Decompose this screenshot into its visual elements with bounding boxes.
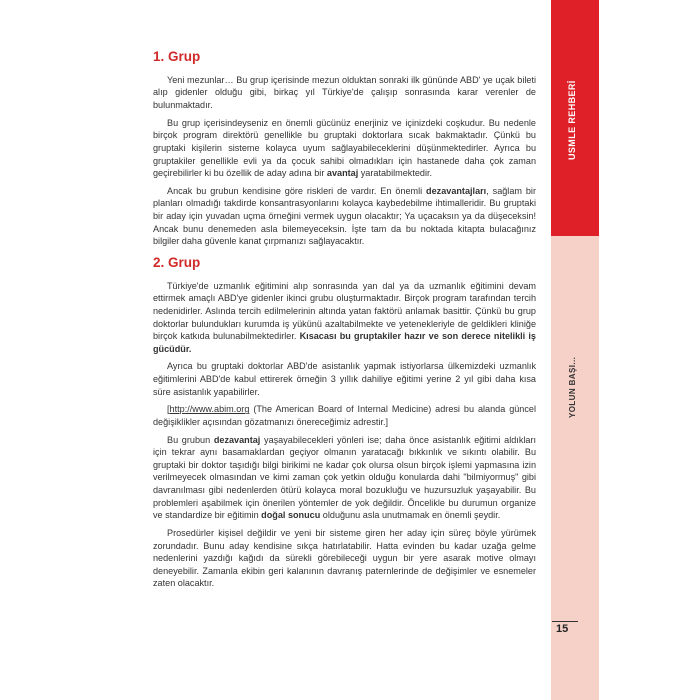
paragraph: Ayrıca bu gruptaki doktorlar ABD'de asistanlık yapmak istiyorlarsa ülkemizdeki uzmanlık eğitimlerini ABD'de kabul ettirerek örneğin 3 yıllık dahiliye eğitimi yerine 2 yıl gibi daha kısa süre asistanlık yapabilirler. — [153, 361, 536, 397]
page-number: 15 — [556, 623, 569, 635]
bold-term: dezavantaj — [213, 434, 261, 445]
bold-term: avantaj — [326, 168, 359, 179]
paragraph: Ancak bu grubun kendisine göre riskleri de vardır. En önemli dezavantajları, sağlam bir planları olmadığı takdirde konsantrasyonlarını kolayca kaybedebilme ihtimalleridir. Bu gruptaki bir aday için yuvadan uçma örneğini vermek uygun olacaktır; Ya uçacaksın ya da düşeceksin! Ancak bunu denemeden asla bilemeyeceksin. İşte tam da bu noktada kitapta bulacağınız bilgiler daha güvenle kanat çırpmanızı sağlayacaktır. — [153, 185, 536, 247]
reference-note: [http://www.abim.org (The American Board of Internal Medicine) adresi bu alanda güncel değişiklikler açısından gözatmanızı önereceğimiz adrestir.] — [153, 404, 536, 427]
section-heading-2: 2. Grup — [153, 254, 201, 270]
abim-link[interactable]: http://www.abim.org — [169, 404, 250, 415]
bold-term: doğal sonucu — [261, 510, 321, 521]
section-heading-1: 1. Grup — [153, 49, 201, 64]
paragraph: Prosedürler kişisel değildir ve yeni bir sisteme giren her aday için süreç böyle yürümek zorundadır. Bunu aday kendisine sıkça hatırlatabilir. Hatta evinden bu kadar uzağa gelme nedenlerini yazdığı kağıdı da sürekli görebileceği uygun bir yere asarak motive olmayı deneyebilir. Zamanla ekibin geri kalanının davranış paternlerinde de değişimler ve esnemeler zaten olacaktır. — [153, 527, 536, 589]
paragraph: Türkiye'de uzmanlık eğitimini alıp sonrasında yan dal ya da uzmanlık eğitimini devam ettirmek amaçlı ABD'ye gidenler ikinci grubu oluşturmaktadır. Birçok program tarafından tercih nedenidirler. Aslında tercih edilmelerinin altında yatan faktörü anlamak basittir. Çünkü bu grup doktorlar bulundukları kurumda iş yükünü azaltabilmekte ve yetenekleriyle de geldikleri kliniğe birçok katkıda bulunabilmektedirler. Kısacası bu gruptakiler hazır ve son derece nitelikli iş gücüdür. — [153, 280, 536, 354]
paragraph: Yeni mezunlar… Bu grup içerisinde mezun olduktan sonraki ilk gününde ABD' ye uçak bileti alıp gidenler olduğu gibi, birkaç yıl Türkiye'de çalışıp sonrasında karar verenler de bulunmaktadır. — [153, 74, 536, 110]
main-content — [153, 48, 536, 595]
paragraph: Bu grup içerisindeyseniz en önemli gücünüz enerjiniz ve içinizdeki coşkudur. Bu nedenle birçok program direktörü genellikle bu gruptaki doktorlara sıcak bakmaktadır. Çünkü bu gruptaki kişilerin sisteme kolayca uyum sağlayabileceklerini düşünmektedirler. Ayrıca bu gruptakiler genellikle evli ya da çocuk sahibi olmadıkları için hastanede daha çok zaman geçirebilirler ki bu özellik de aday adına bir avantaj yaratabilmektedir. — [153, 117, 536, 179]
chapter-label: YOLUN BAŞI... — [568, 356, 577, 418]
bold-term: dezavantajları — [426, 185, 487, 196]
page-number-rule — [552, 621, 578, 622]
paragraph: Bu grubun dezavantaj yaşayabilecekleri yönleri ise; daha önce asistanlık eğitimi aldıkları için tekrar aynı basamaklardan geçiyor olmanın yaratacağı bıkkınlık ve sıkıntı olabilir. Bu gruptaki bir doktor taşıdığı bilgi birikimi ne kadar çok olursa olsun birçok işlemi yapmasına izin verilmeyecek olmasından ve kimi zaman çok yetkin olduğu konularda dahi "bilmiyormuş" gibi davranılması gibi nedenlerden ötürü kolayca moral bozukluğu ve huzursuzluk yaşayabilir. Bu problemleri aşabilmek için önerilen yöntemler de yok değildir. Öncelikle bu durumun organize ve standardize bir eğitimin doğal sonucu olduğunu asla unutmamak en önemli şeydir. — [153, 434, 537, 521]
bold-sentence: Kısacası bu gruptakiler hazır ve son derece nitelikli iş gücüdür. — [153, 331, 536, 354]
sidebar-title: USMLE REHBERİ — [567, 80, 577, 160]
